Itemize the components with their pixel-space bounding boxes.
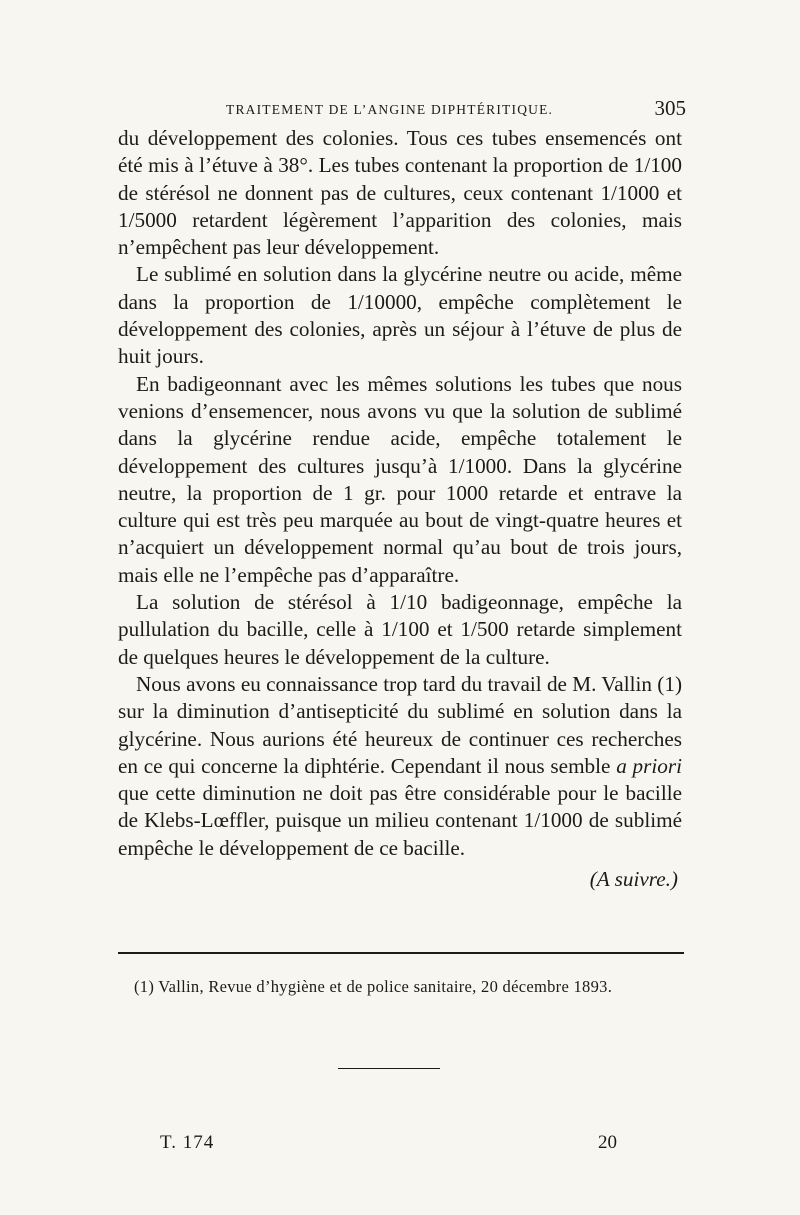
- body-text: [118, 125, 682, 893]
- paragraph-1: du développement des colonies. Tous ces tubes ensemencés ont été mis à l’étuve à 38°. Les tubes contenant la proportion de 1/100 de stérésol ne donnent pas de cultures, ceux contenant 1/1000 et 1/5000 retardent légèrement l’apparition des colonies, mais n’empêchent pas leur développement.: [118, 126, 682, 260]
- running-header: [118, 98, 686, 122]
- paragraph-3: En badigeonnant avec les mêmes solutions les tubes que nous venions d’ensemencer, nous avons vu que la solution de sublimé dans la glycérine rendue acide, empêche totalement le développement des cultures jusqu’à 1/1000. Dans la glycérine neutre, la proportion de 1 gr. pour 1000 retarde et entrave la culture qui est très peu marquée au bout de vingt-quatre heures et n’acquiert un développement normal qu’au bout de trois jours, mais elle ne l’empêche pas d’apparaître.: [118, 371, 682, 587]
- paragraph-2: Le sublimé en solution dans la glycérine neutre ou acide, même dans la proportion de 1/10000, empêche complètement le développement des colonies, après un séjour à l’étuve de plus de huit jours.: [118, 262, 682, 369]
- footnote-divider: [118, 952, 684, 954]
- sheet-signature: 20: [598, 1132, 617, 1153]
- paragraph-4: La solution de stérésol à 1/10 badigeonnage, empêche la pullulation du bacille, celle à 1/100 et 1/500 retarde simplement de quelques heures le développement de la culture.: [118, 590, 682, 669]
- volume-signature: T. 174: [160, 1132, 215, 1153]
- paragraph-5-start: Nous avons eu connaissance trop tard du travail de M. Vallin (1) sur la diminution d’antisepticité du sublimé en solution dans la glycérine. Nous aurions été heureux de continuer ces recherches en ce qui concerne la diphtérie. Cependant il nous semble: [118, 671, 682, 778]
- paragraph-5-end: que cette diminution ne doit pas être considérable pour le bacille de Klebs-Lœffler, puisque un milieu contenant 1/1000 de sublimé empêche le développement de ce bacille.: [118, 781, 682, 860]
- page-number: 305: [654, 96, 686, 120]
- running-title: TRAITEMENT DE L’ANGINE DIPHTÉRITIQUE.: [226, 102, 554, 117]
- a-priori-italic: a priori: [616, 753, 682, 778]
- footnote: (1) Vallin, Revue d’hygiène et de police sanitaire, 20 décembre 1893.: [134, 977, 613, 996]
- short-rule: [338, 1068, 440, 1069]
- paragraph-5: [118, 671, 682, 862]
- to-be-continued: (A suivre.): [589, 867, 678, 892]
